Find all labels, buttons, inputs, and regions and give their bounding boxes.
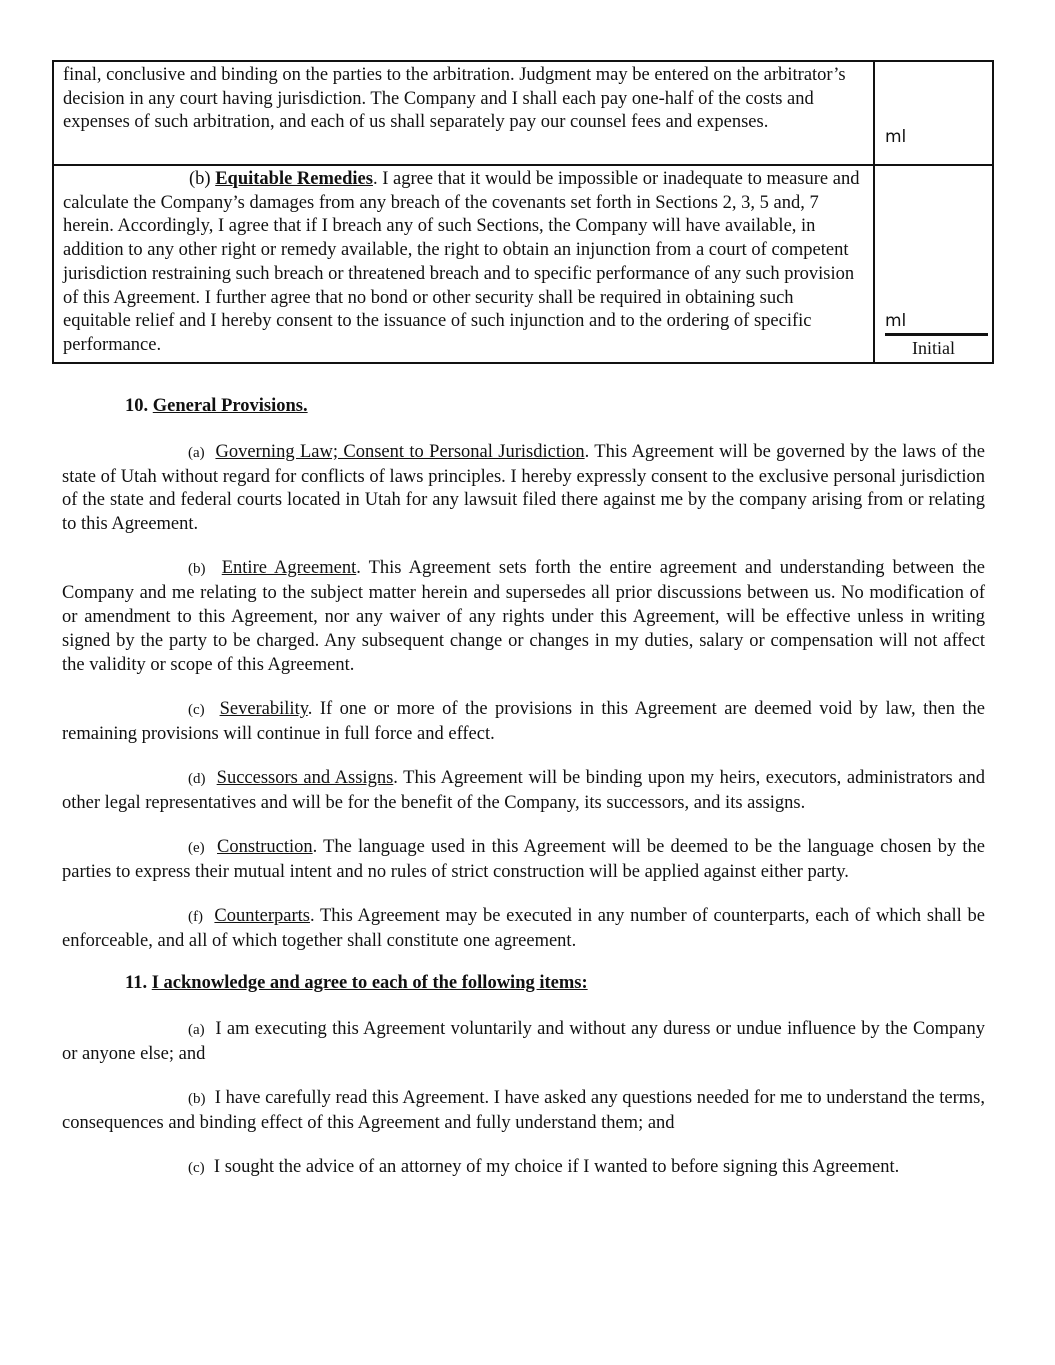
paragraph-label: (b) <box>188 1091 206 1108</box>
paragraph-text: . This Agreement will be binding upon my heirs, executors, administrators and other legal representatives and will be for the benefit of the Company, its successors, and its assigns. <box>62 768 985 813</box>
table-row <box>53 165 993 363</box>
paragraph-title: Successors and Assigns <box>216 768 394 789</box>
initials-cell <box>874 165 993 363</box>
paragraph-label: (f) <box>188 909 203 926</box>
section-heading: 10. General Provisions. <box>125 396 308 416</box>
paragraph-label: (e) <box>188 840 205 857</box>
paragraph-text: . This Agreement sets forth the entire agreement and understanding between the Company and me relating to the subject matter herein and supersedes all prior discussions between us. No modification of or amendment to this Agreement, nor any waiver of any rights under this Agreement, will be effective unless in writing signed by the party to be charged. Any subsequent change or changes in my duties, salary or compensation will not affect the validity or scope of this Agreement. <box>62 558 986 675</box>
paragraph <box>62 1018 985 1067</box>
paragraph-title: Severability <box>219 698 308 719</box>
paragraph-text: . If one or more of the provisions in this Agreement are deemed void by law, then the remaining provisions will continue in full force and effect. <box>62 698 986 744</box>
paragraph <box>62 905 985 954</box>
paragraph-text: I have carefully read this Agreement. I have asked any questions needed for me to understand the terms, consequences and binding effect of this Agreement and fully understand them; and <box>62 1088 986 1134</box>
paragraph-text: I sought the advice of an attorney of my choice if I wanted to before signing this Agreement. <box>213 1157 900 1178</box>
arbitration-initials-table <box>52 60 994 364</box>
clause-text: final, conclusive and binding on the parties to the arbitration. Judgment may be entered on the arbitrator’s decision in any court having jurisdiction. The Company and I shall each pay one-half of the costs and expenses of such arbitration, and each of us shall separately pay our counsel fees and expenses. <box>53 61 874 165</box>
paragraph-label: (a) <box>188 444 205 461</box>
paragraph-label: (c) <box>188 1160 205 1177</box>
paragraph-text: I am executing this Agreement voluntarily and without any duress or undue influence by the Company or anyone else; and <box>62 1019 986 1064</box>
paragraph-label: (b) <box>188 561 206 578</box>
clause-title: Equitable Remedies <box>215 169 373 189</box>
paragraph-label: (d) <box>188 771 206 788</box>
initials: ml <box>885 311 907 332</box>
paragraph-text: . This Agreement will be governed by the laws of the state of Utah without regard for conflicts of laws principles. I hereby expressly consent to the exclusive personal jurisdiction of the state and federal courts located in Utah for any lawsuit filed there against me by the company arising from or relating to this Agreement. <box>62 441 985 535</box>
initial-label: Initial <box>912 338 955 359</box>
paragraph-title: Construction <box>217 837 313 858</box>
paragraph-title: Entire Agreement <box>221 558 357 579</box>
initials: ml <box>885 127 907 148</box>
initial-line <box>885 333 988 336</box>
paragraph-label: (a) <box>188 1022 205 1039</box>
paragraph <box>62 441 985 537</box>
paragraph-title: Governing Law; Consent to Personal Jurisdiction <box>215 441 585 462</box>
document-body <box>62 395 985 1202</box>
paragraph-text: . The language used in this Agreement will be deemed to be the language chosen by the parties to express their mutual intent and no rules of strict construction will be applied against either party. <box>62 837 986 882</box>
paragraph <box>62 557 985 677</box>
paragraph-label: (c) <box>188 701 205 718</box>
paragraph <box>62 1156 985 1181</box>
paragraph <box>62 698 985 747</box>
paragraph <box>62 836 985 885</box>
section-heading: 11. I acknowledge and agree to each of the following items: <box>125 973 588 994</box>
paragraph-title: Counterparts <box>214 906 310 927</box>
paragraph <box>62 1087 985 1136</box>
table-row <box>53 61 993 165</box>
paragraph-text: . This Agreement may be executed in any number of counterparts, each of which shall be enforceable, and all of which together shall constitute one agreement. <box>62 906 985 952</box>
paragraph <box>62 767 985 816</box>
clause-text: (b) Equitable Remedies. I agree that it would be impossible or inadequate to measure and calculate the Company’s damages from any breach of the covenants set forth in Sections 2, 3, 5 and, 7 herein. Accordingly, I agree that if I breach any of such Sections, the Company will have available, in addition to any other right or remedy available, the right to obtain an injunction from a court of competent jurisdiction restraining such breach or threatened breach and to specific performance of any such provision of this Agreement. I further agree that no bond or other security shall be required in obtaining such equitable relief and I hereby consent to the issuance of such injunction and to the ordering of specific performance. <box>53 165 874 363</box>
initials-cell <box>874 61 993 165</box>
